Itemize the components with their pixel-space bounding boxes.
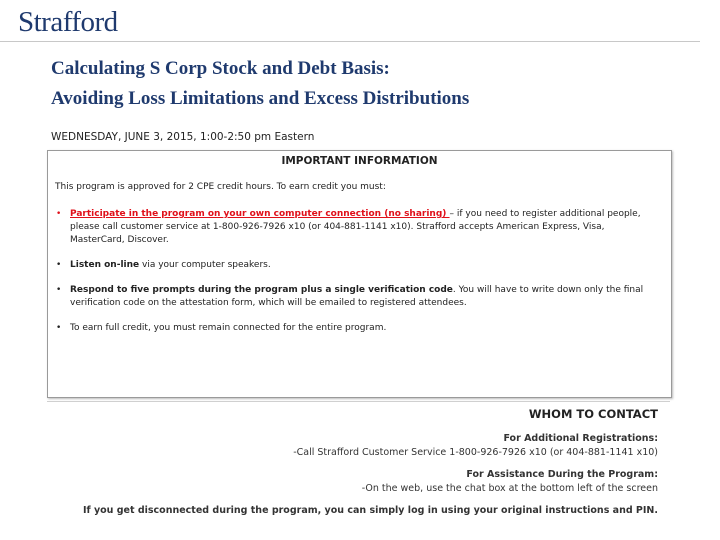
requirement-text-participate: – if you need to register additional people, please call customer service at 1-800-926-7926 x10 (or 404-881-1141 x10). Strafford accepts American Express, Visa, MasterCard, Discover. bbox=[70, 209, 641, 245]
requirement-item-listen bbox=[55, 259, 655, 272]
assistance-label: For Assistance During the Program: bbox=[466, 469, 658, 480]
important-information-box bbox=[47, 150, 672, 398]
requirement-lead-respond: Respond to five prompts during the program plus a single verification code bbox=[70, 285, 453, 295]
bullet-icon: • bbox=[56, 323, 62, 333]
requirement-item-participate bbox=[55, 208, 655, 247]
requirement-lead-participate: Participate in the program on your own computer connection (no sharing) bbox=[70, 209, 450, 219]
requirement-text-respond: . You will have to write down only the final verification code on the attestation form, which will be emailed to registered attendees. bbox=[70, 285, 644, 308]
strafford-logo: Strafford bbox=[18, 6, 118, 38]
bullet-icon: • bbox=[56, 285, 62, 295]
requirement-item-full-credit bbox=[55, 322, 655, 335]
registration-text: -Call Strafford Customer Service 1-800-926-7926 x10 (or 404-881-1141 x10) bbox=[293, 447, 658, 458]
info-box-heading: IMPORTANT INFORMATION bbox=[281, 155, 438, 167]
requirement-text-listen: via your computer speakers. bbox=[139, 260, 271, 270]
disconnect-note: If you get disconnected during the program, you can simply log in using your original instructions and PIN. bbox=[82, 505, 658, 516]
header-divider bbox=[0, 41, 700, 42]
page-title-line-1: Calculating S Corp Stock and Debt Basis: bbox=[51, 58, 390, 79]
assistance-text: -On the web, use the chat box at the bottom left of the screen bbox=[361, 483, 658, 494]
page-title-line-2: Avoiding Loss Limitations and Excess Distributions bbox=[51, 88, 470, 109]
bullet-icon: • bbox=[56, 260, 62, 270]
registration-label: For Additional Registrations: bbox=[503, 433, 658, 444]
event-date: WEDNESDAY, JUNE 3, 2015, 1:00-2:50 pm Eastern bbox=[51, 131, 315, 143]
requirement-lead-listen: Listen on-line bbox=[70, 260, 140, 270]
requirements-list bbox=[55, 208, 655, 347]
contact-divider bbox=[47, 401, 670, 402]
info-box-intro: This program is approved for 2 CPE credit hours. To earn credit you must: bbox=[55, 182, 386, 192]
contact-heading: WHOM TO CONTACT bbox=[528, 407, 658, 421]
requirement-text-full-credit: To earn full credit, you must remain connected for the entire program. bbox=[70, 323, 387, 333]
bullet-icon: • bbox=[56, 209, 62, 219]
requirement-item-respond bbox=[55, 284, 655, 310]
